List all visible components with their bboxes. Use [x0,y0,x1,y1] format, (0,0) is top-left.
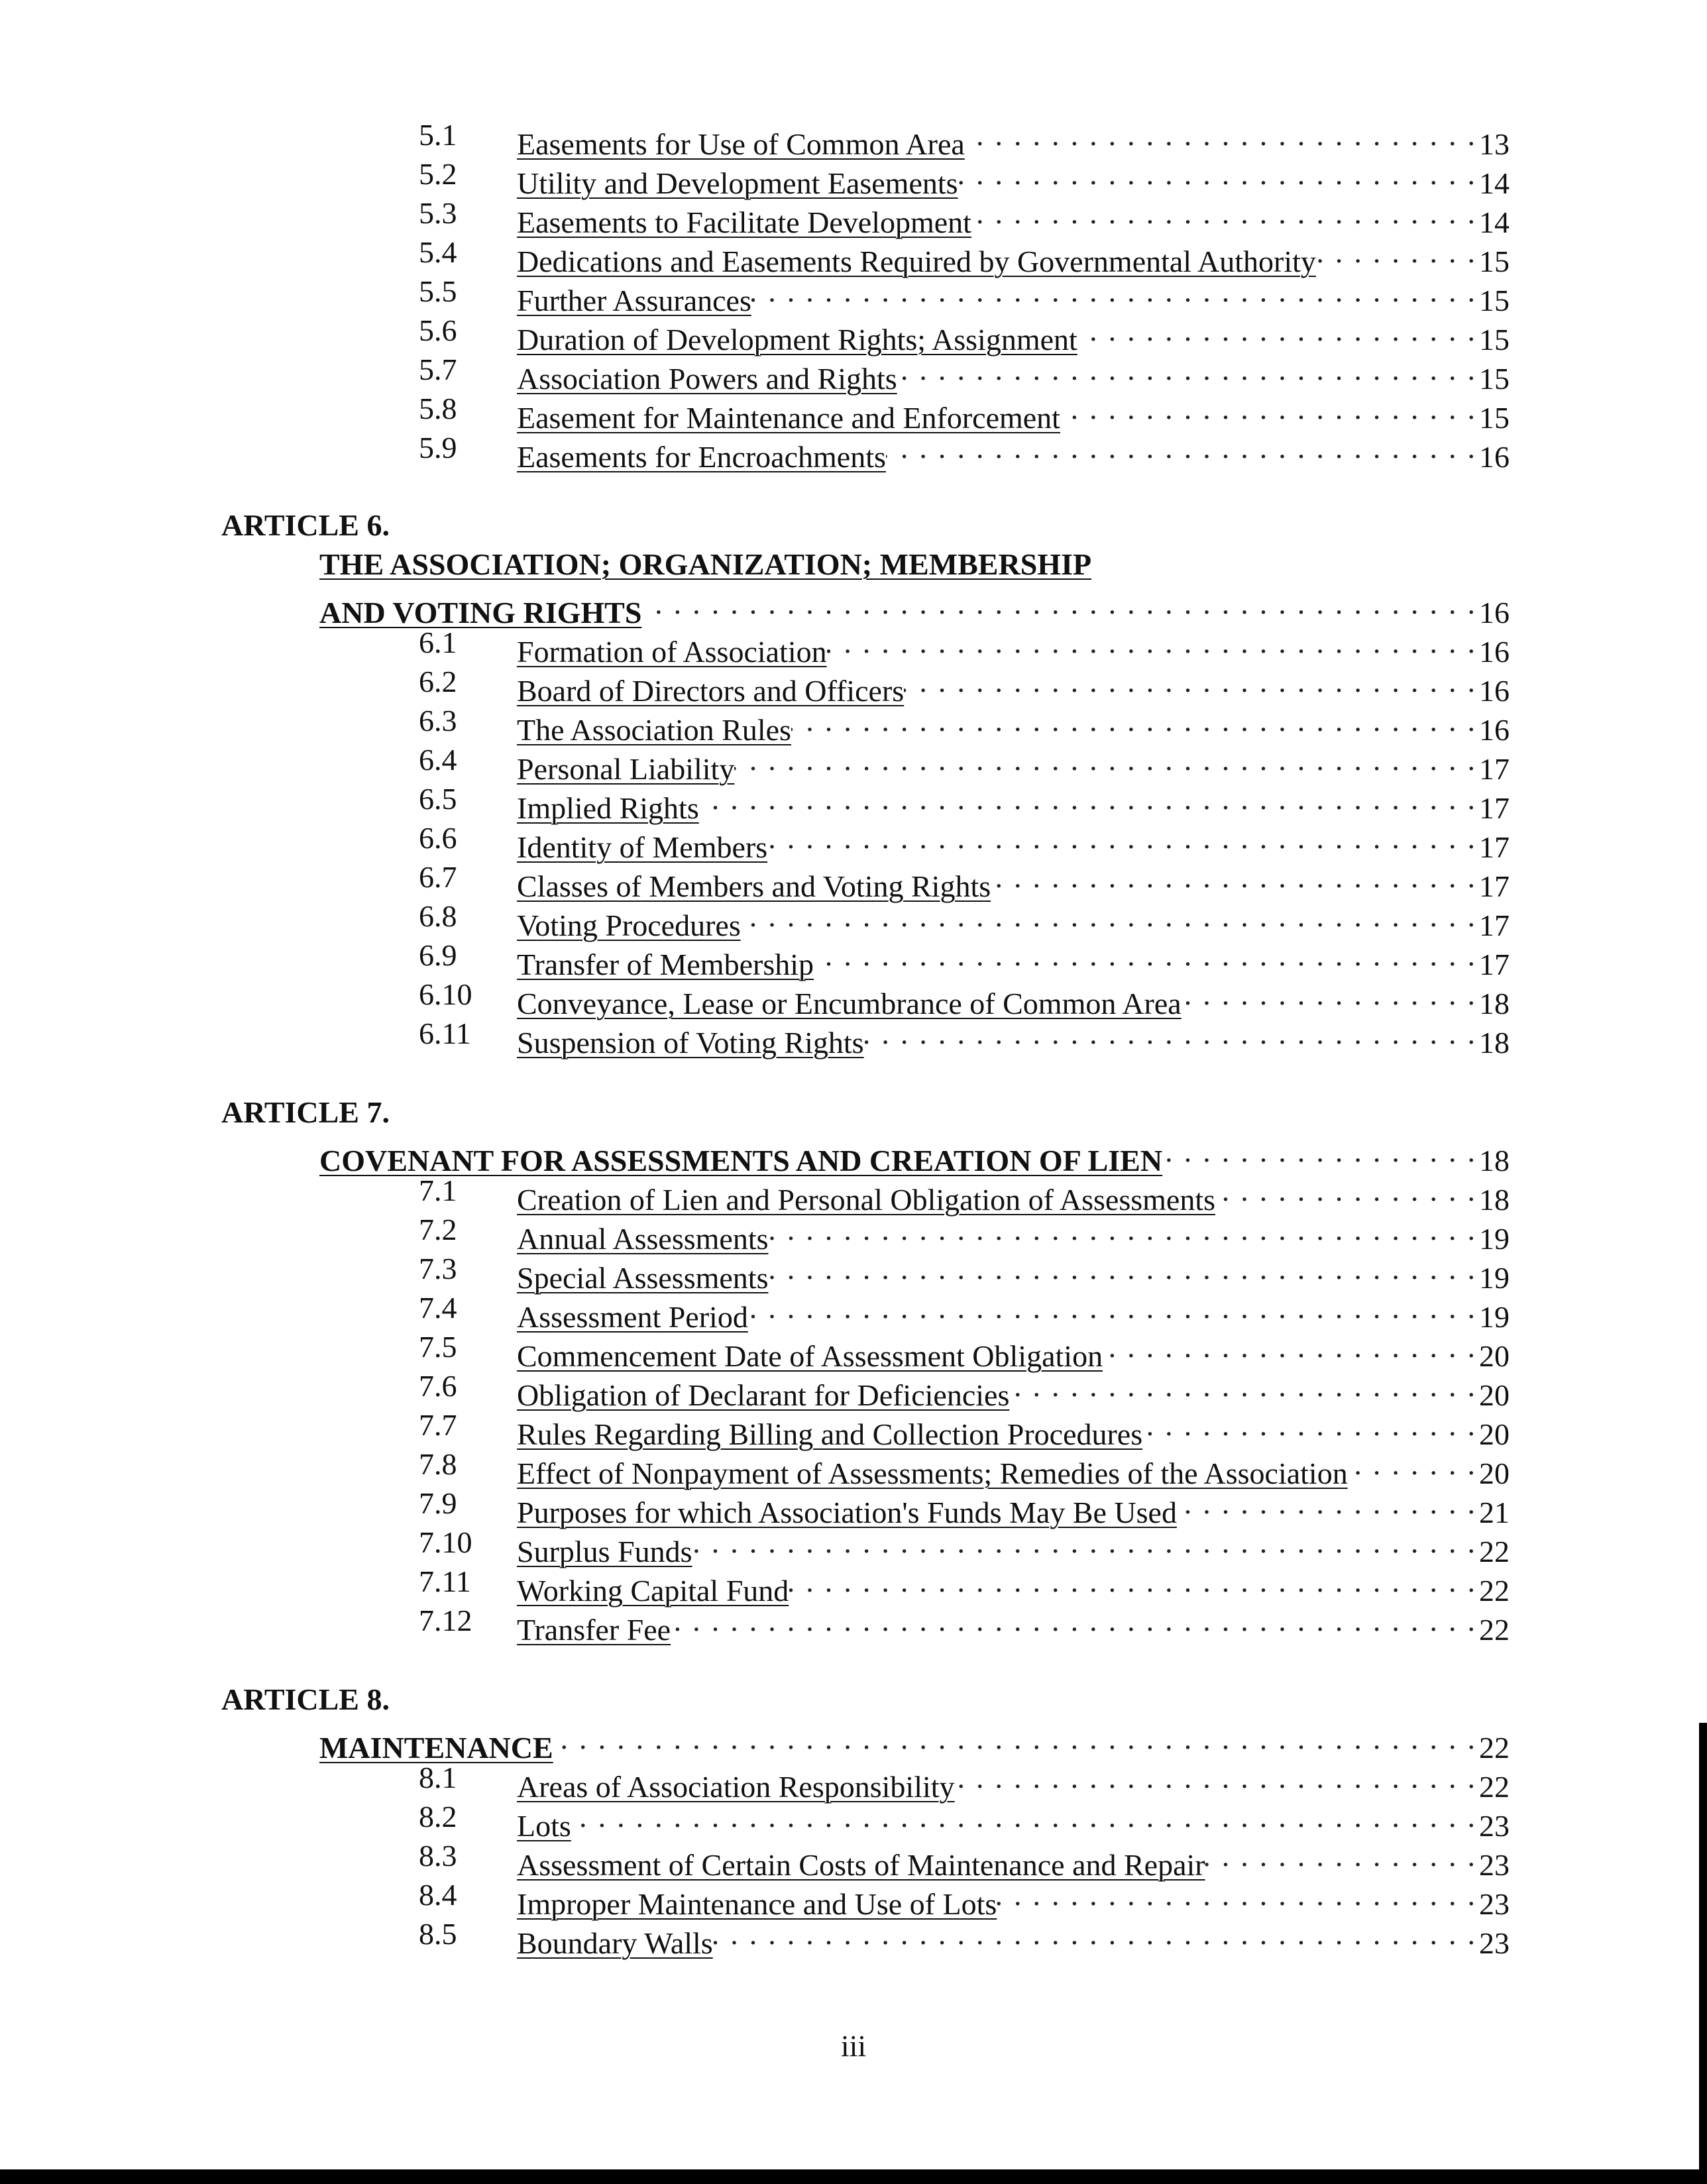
article-7-page: 18 [1479,1144,1510,1177]
section-title-link[interactable]: Obligation of Declarant for Deficiencies [517,1378,1010,1412]
section-number: 5.2 [419,157,457,191]
section-title-link[interactable]: Implied Rights [517,791,699,825]
dot-leader [997,1875,1479,1914]
section-number: 7.1 [419,1174,457,1207]
section-title-link[interactable]: Utility and Development Easements [517,166,958,200]
toc-entry [0,1210,1707,1256]
section-page: 15 [1479,245,1510,278]
toc-entry [0,1836,1707,1882]
section-number: 5.4 [419,235,457,269]
section-page: 17 [1479,752,1510,786]
toc-entry [0,857,1707,903]
dot-leader [734,740,1479,779]
article-6-heading: ARTICLE 6. [221,508,390,542]
section-page: 22 [1479,1613,1510,1647]
toc-entry [0,1405,1707,1451]
toc-entry [0,1914,1707,1960]
section-title-link[interactable]: Rules Regarding Billing and Collection Procedures [517,1417,1143,1451]
section-page: 15 [1479,362,1510,396]
dot-leader [768,1249,1479,1288]
section-title-link[interactable]: Duration of Development Rights; Assignment [517,323,1077,356]
section-number: 6.4 [419,743,457,777]
section-number: 7.6 [419,1369,457,1403]
section-number: 8.2 [419,1800,457,1833]
section-number: 7.3 [419,1252,457,1285]
section-title-link[interactable]: Surplus Funds [517,1535,692,1568]
dot-leader [1215,1171,1479,1210]
section-number: 6.6 [419,821,457,855]
dot-leader [1142,1405,1479,1445]
toc-entry [0,1875,1707,1921]
toc-entry [0,779,1707,825]
section-title-link[interactable]: Transfer of Membership [517,948,814,981]
toc-entry [0,1758,1707,1804]
section-page: 23 [1479,1926,1510,1960]
dot-leader [1348,1445,1479,1484]
article-8-page: 22 [1479,1731,1510,1765]
section-page: 18 [1479,1183,1510,1217]
article-7-title[interactable]: COVENANT FOR ASSESSMENTS AND CREATION OF LIEN [319,1144,1163,1177]
section-page: 18 [1479,1026,1510,1060]
dot-leader [958,154,1479,193]
dot-leader [741,897,1479,936]
section-title-link[interactable]: Dedications and Easements Required by Governmental Authority [517,245,1316,278]
section-page: 17 [1479,830,1510,864]
section-title-link[interactable]: Identity of Members [517,830,768,864]
toc-entry [0,428,1707,474]
section-page: 22 [1479,1574,1510,1608]
section-number: 7.2 [419,1213,457,1246]
section-title-link[interactable]: Easements for Use of Common Area [517,127,965,161]
section-title-link[interactable]: Effect of Nonpayment of Assessments; Remedies of the Association [517,1456,1348,1490]
dot-leader [641,584,1479,623]
article-6-title-line1: THE ASSOCIATION; ORGANIZATION; MEMBERSHIP [319,547,1092,581]
section-number: 7.12 [419,1604,472,1637]
section-number: 7.11 [419,1564,471,1598]
section-title-link[interactable]: Boundary Walls [517,1926,713,1960]
article-8-title-row [0,1719,1707,1765]
toc-entry [0,233,1707,278]
article-6-title-line2[interactable]: AND VOTING RIGHTS [319,596,642,629]
dot-leader [1182,975,1479,1014]
toc-entry [0,311,1707,356]
section-page: 22 [1479,1535,1510,1568]
section-title-link[interactable]: Easements to Facilitate Development [517,205,971,239]
section-title-link[interactable]: Lots [517,1809,571,1843]
dot-leader [769,1210,1480,1249]
section-page: 14 [1479,166,1510,200]
dot-leader [1103,1327,1479,1366]
section-title-link[interactable]: Special Assessments [517,1261,769,1295]
toc-entry [0,740,1707,786]
section-page: 15 [1479,284,1510,317]
dot-leader [1162,1132,1479,1171]
section-page: 16 [1479,713,1510,747]
section-number: 8.1 [419,1761,457,1794]
dot-leader [699,779,1479,818]
dot-leader [713,1914,1479,1953]
section-title-link[interactable]: Working Capital Fund [517,1574,789,1608]
section-number: 6.7 [419,860,457,894]
toc-entry [0,897,1707,942]
scan-border-bottom [0,2169,1707,2184]
section-number: 6.5 [419,782,457,816]
section-number: 6.2 [419,665,457,698]
section-title-link[interactable]: Suspension of Voting Rights [517,1026,864,1060]
section-number: 7.8 [419,1447,457,1481]
section-number: 8.4 [419,1878,457,1912]
dot-leader [1060,389,1479,428]
section-number: 6.8 [419,899,457,933]
toc-entry [0,1797,1707,1843]
section-number: 7.5 [419,1330,457,1364]
section-number: 7.7 [419,1408,457,1442]
toc-entry [0,115,1707,161]
toc-entry [0,389,1707,435]
section-number: 6.10 [419,977,472,1011]
section-title-link[interactable]: Areas of Association Responsibility [517,1770,955,1804]
section-page: 18 [1479,987,1510,1020]
dot-leader [692,1523,1479,1562]
section-title-link[interactable]: Board of Directors and Officers [517,674,905,708]
dot-leader [748,1288,1479,1327]
dot-leader [751,272,1479,311]
dot-leader [1205,1836,1479,1875]
dot-leader [827,623,1479,662]
section-page: 15 [1479,323,1510,356]
section-number: 5.5 [419,274,457,308]
section-title-link[interactable]: Classes of Members and Voting Rights [517,869,991,903]
section-title-link[interactable]: Easements for Encroachments [517,440,886,474]
section-page: 16 [1479,440,1510,474]
article-8-title[interactable]: MAINTENANCE [319,1731,553,1765]
toc-entry [0,1484,1707,1529]
dot-leader [767,818,1479,857]
dot-leader [955,1758,1479,1797]
section-title-link[interactable]: Easement for Maintenance and Enforcement [517,401,1060,435]
toc-entry [0,272,1707,317]
dot-leader [886,428,1479,467]
section-page: 20 [1479,1339,1510,1373]
section-number: 8.3 [419,1839,457,1873]
section-page: 20 [1479,1378,1510,1412]
dot-leader [971,193,1479,233]
section-number: 7.10 [419,1525,472,1559]
section-page: 16 [1479,674,1510,708]
section-page: 17 [1479,791,1510,825]
article-7-title-row [0,1132,1707,1177]
section-title-link[interactable]: Creation of Lien and Personal Obligation of Assessments [517,1183,1216,1217]
section-title-link[interactable]: Conveyance, Lease or Encumbrance of Common Area [517,987,1182,1020]
toc-entry [0,701,1707,747]
section-title-link[interactable]: Transfer Fee [517,1613,671,1647]
section-number: 6.9 [419,938,457,972]
toc-entry [0,1523,1707,1568]
dot-leader [897,350,1479,389]
dot-leader [1077,311,1479,350]
toc-entry [0,154,1707,200]
section-page: 17 [1479,908,1510,942]
section-page: 13 [1479,127,1510,161]
section-number: 5.3 [419,196,457,230]
section-page: 16 [1479,635,1510,669]
dot-leader [671,1601,1479,1640]
section-page: 19 [1479,1300,1510,1334]
toc-entry [0,193,1707,239]
section-title-link[interactable]: Association Powers and Rights [517,362,897,396]
section-number: 7.9 [419,1486,457,1520]
dot-leader [791,701,1479,740]
dot-leader [814,936,1479,975]
section-title-link[interactable]: Improper Maintenance and Use of Lots [517,1887,997,1921]
section-page: 17 [1479,869,1510,903]
toc-entry [0,623,1707,669]
dot-leader [965,115,1479,154]
section-title-link[interactable]: Assessment of Certain Costs of Maintenance and Repair [517,1848,1205,1882]
section-page: 20 [1479,1417,1510,1451]
article-7-heading: ARTICLE 7. [221,1095,390,1129]
section-number: 7.4 [419,1291,457,1325]
toc-entry [0,1014,1707,1060]
section-title-link[interactable]: Annual Assessments [517,1222,769,1256]
toc-entry [0,1445,1707,1490]
section-title-link[interactable]: Commencement Date of Assessment Obligation [517,1339,1103,1373]
section-title-link[interactable]: Further Assurances [517,284,751,317]
section-page: 17 [1479,948,1510,981]
dot-leader [991,857,1479,897]
toc-entry [0,662,1707,708]
section-page: 19 [1479,1222,1510,1256]
section-title-link[interactable]: Assessment Period [517,1300,748,1334]
dot-leader [571,1797,1479,1836]
section-page: 23 [1479,1887,1510,1921]
toc-entry [0,936,1707,981]
toc-entry [0,1366,1707,1412]
section-number: 6.11 [419,1016,471,1050]
dot-leader [1316,233,1479,272]
section-page: 22 [1479,1770,1510,1804]
toc-entry [0,975,1707,1020]
article-6-page: 16 [1479,596,1510,629]
toc-entry [0,818,1707,864]
article-6-title-row [0,584,1707,629]
toc-entry [0,1327,1707,1373]
section-page: 19 [1479,1261,1510,1295]
toc-entry [0,1171,1707,1217]
section-number: 5.1 [419,118,457,152]
section-title-link[interactable]: Purposes for which Association's Funds May Be Used [517,1496,1177,1529]
article-8-heading: ARTICLE 8. [221,1682,390,1716]
section-title-link[interactable]: The Association Rules [517,713,791,747]
section-number: 5.6 [419,313,457,347]
section-number: 6.1 [419,626,457,659]
section-page: 21 [1479,1496,1510,1529]
page-number: iii [840,2029,867,2063]
section-page: 20 [1479,1456,1510,1490]
dot-leader [553,1719,1479,1758]
section-page: 15 [1479,401,1510,435]
section-number: 5.9 [419,431,457,464]
toc-entry [0,1288,1707,1334]
section-page: 14 [1479,205,1510,239]
dot-leader [1177,1484,1479,1523]
dot-leader [904,662,1479,701]
toc-entry [0,1249,1707,1295]
section-number: 5.7 [419,353,457,386]
dot-leader [789,1562,1479,1601]
dot-leader [1009,1366,1479,1405]
scan-border-right [1699,1723,1707,2184]
dot-leader [864,1014,1479,1053]
toc-entry [0,1601,1707,1647]
section-number: 6.3 [419,704,457,737]
section-page: 23 [1479,1809,1510,1843]
section-number: 5.8 [419,392,457,425]
section-page: 23 [1479,1848,1510,1882]
section-number: 8.5 [419,1917,457,1951]
section-title-link[interactable]: Voting Procedures [517,908,741,942]
toc-entry [0,350,1707,396]
section-title-link[interactable]: Personal Liability [517,752,735,786]
toc-entry [0,1562,1707,1608]
section-title-link[interactable]: Formation of Association [517,635,827,669]
